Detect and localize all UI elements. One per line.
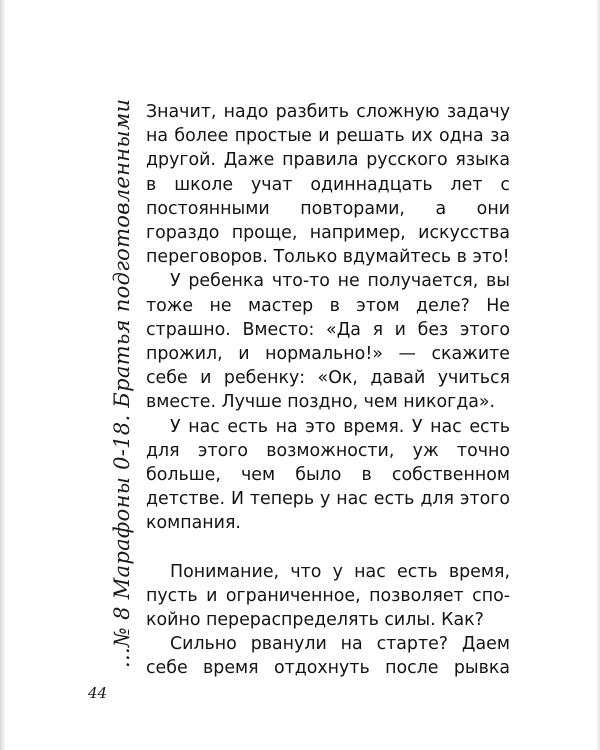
page-edge-shadow — [596, 0, 600, 750]
running-header-vertical: ...№ 8 Марафоны 0-18. Братья подготовленными — [110, 98, 134, 668]
page-number: 44 — [88, 684, 108, 702]
section-gap — [146, 536, 510, 560]
paragraph: Сильно рванули на старте? Даем себе время отдохнуть после рывка — [146, 634, 510, 679]
paragraph: Значит, надо разбить сложную задачу на более простые и решать их одна за другой. Даже правила русского языка в школе учат одиннадцать лет с постоянными повторами, а они гораздо проще, например, искусства переговоров. Только вдумайтесь в это! — [146, 102, 510, 268]
body-text — [146, 100, 510, 681]
paragraph: У ребенка что-то не получается, вы тоже не мастер в этом деле? Не страшно. Вместо: «Да я и без этого прожил, и нормально!» — скажите себе и ребенку: «Ок, давай учиться вместе. Лучше поздно, чем никогда». — [146, 271, 510, 413]
paragraph: У нас есть на это время. У нас есть для этого возможности, уж точно больше, чем было в собственном детстве. И теперь у нас есть для этого компания. — [146, 416, 510, 534]
page-edge-shadow — [0, 0, 6, 750]
paragraph: Понимание, что у нас есть время, пусть и ограниченное, позволяет спокойно перераспределять силы. Как? — [146, 561, 510, 631]
